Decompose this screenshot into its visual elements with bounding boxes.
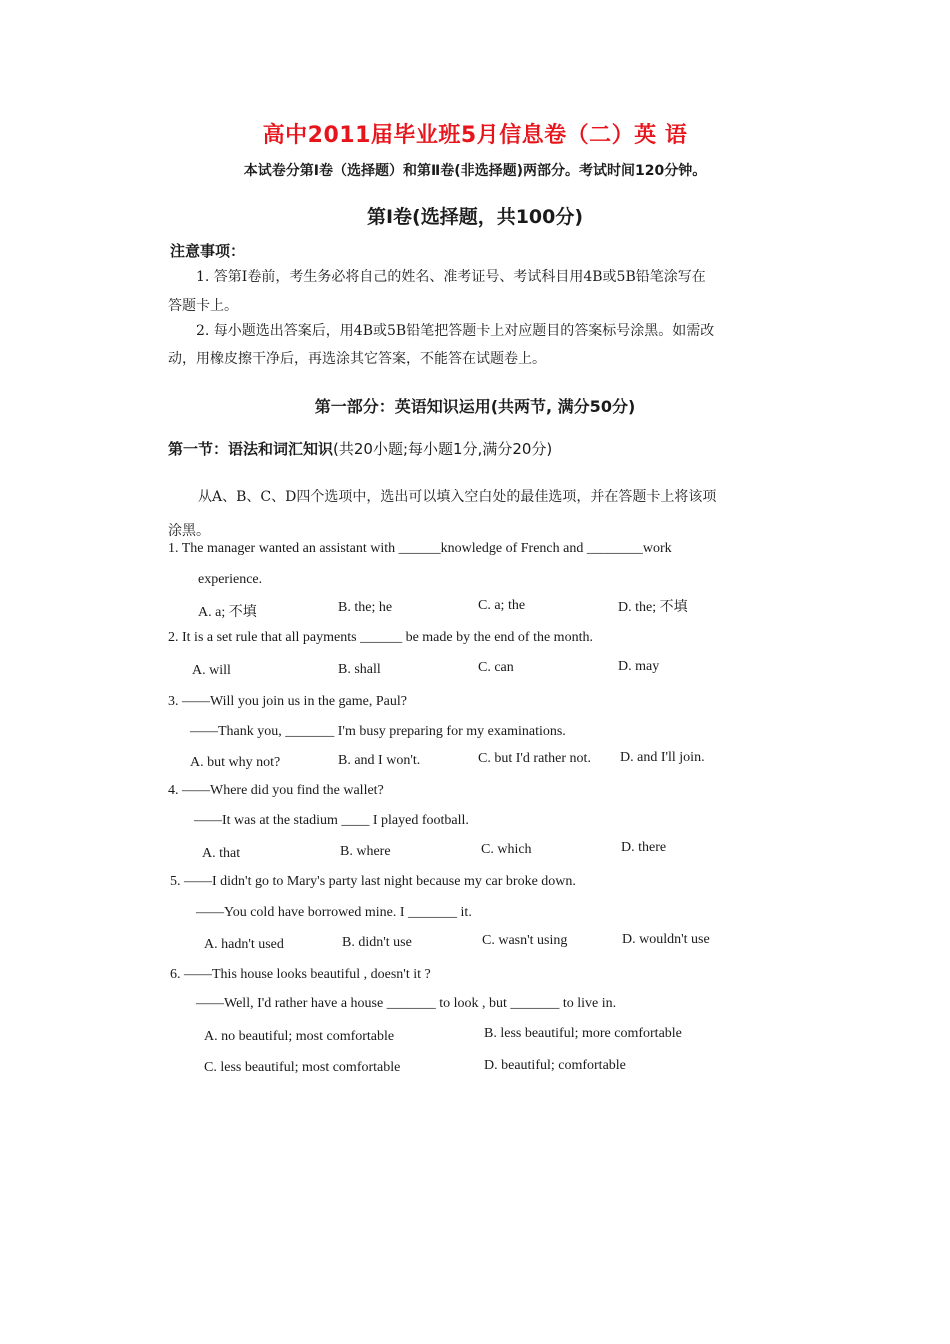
question-1-option-b: B. the; he: [338, 600, 393, 615]
question-5-stem-cont: ——You cold have borrowed mine. I _______ it.: [196, 905, 472, 920]
question-4-stem-cont: ——It was at the stadium ____ I played football.: [194, 813, 469, 828]
question-1-option-c: C. a; the: [478, 598, 526, 613]
note-item-2-line2: 动，用橡皮擦干净后，再选涂其它答案，不能答在试题卷上。: [168, 351, 546, 367]
question-6-option-b: B. less beautiful; more comfortable: [484, 1026, 682, 1041]
question-2-stem: 2. It is a set rule that all payments ______ be made by the end of the month.: [168, 630, 593, 645]
instruction-line1: 从A、B、C、D四个选项中，选出可以填入空白处的最佳选项，并在答题卡上将该项: [198, 489, 717, 505]
question-3-stem-cont: ——Thank you, _______ I'm busy preparing for my examinations.: [190, 724, 566, 739]
question-1-option-d: D. the; 不填: [618, 600, 688, 615]
question-5-option-a: A. hadn't used: [204, 937, 284, 952]
section1-title: 第一部分：英语知识运用(共两节, 满分50分): [314, 397, 636, 416]
question-5-option-d: D. wouldn't use: [622, 932, 710, 947]
question-2-option-b: B. shall: [338, 662, 381, 677]
question-6-option-c: C. less beautiful; most comfortable: [204, 1060, 401, 1075]
subsection1-rest: (共20小题;每小题1分,满分20分): [333, 440, 553, 458]
question-3-option-c: C. but I'd rather not.: [478, 751, 591, 766]
question-3-option-d: D. and I'll join.: [620, 750, 705, 765]
note-item-1-line1: 1. 答第Ⅰ卷前，考生务必将自己的姓名、准考证号、考试科目用4B或5B铅笔涂写在: [196, 269, 706, 285]
question-6-stem-cont: ——Well, I'd rather have a house _______ to look , but _______ to live in.: [196, 996, 617, 1011]
question-5-option-c: C. wasn't using: [482, 933, 568, 948]
question-5-option-b: B. didn't use: [342, 935, 412, 950]
exam-subtitle: 本试卷分第Ⅰ卷（选择题）和第Ⅱ卷(非选择题)两部分。考试时间120分钟。: [243, 163, 707, 179]
question-6-option-a: A. no beautiful; most comfortable: [204, 1029, 395, 1044]
instruction-line2: 涂黑。: [168, 523, 210, 539]
note-item-2-line1: 2. 每小题选出答案后，用4B或5B铅笔把答题卡上对应题目的答案标号涂黑。如需改: [196, 323, 715, 339]
subsection1-title: [168, 438, 552, 459]
question-1-stem-cont: experience.: [198, 572, 263, 587]
exam-title: 高中2011届毕业班5月信息卷（二）英 语: [262, 123, 688, 148]
question-6-option-d: D. beautiful; comfortable: [484, 1058, 626, 1073]
question-4-stem: 4. ——Where did you find the wallet?: [168, 783, 384, 798]
question-1-option-a: A. a; 不填: [198, 605, 257, 620]
subsection1-bold: 第一节：语法和词汇知识: [168, 440, 334, 458]
question-3-option-a: A. but why not?: [190, 755, 281, 770]
question-4-option-b: B. where: [340, 844, 391, 859]
question-5-stem: 5. ——I didn't go to Mary's party last night because my car broke down.: [170, 874, 576, 889]
question-2-option-a: A. will: [192, 663, 231, 678]
question-4-option-c: C. which: [481, 842, 532, 857]
question-6-stem: 6. ——This house looks beautiful , doesn't it ?: [170, 967, 431, 982]
question-2-option-d: D. may: [618, 659, 660, 674]
question-1-stem: 1. The manager wanted an assistant with ______knowledge of French and ________work: [168, 541, 672, 556]
question-4-option-d: D. there: [621, 840, 667, 855]
notes-heading: 注意事项：: [170, 242, 246, 260]
question-3-option-b: B. and I won't.: [338, 753, 421, 768]
question-4-option-a: A. that: [202, 846, 241, 861]
question-2-option-c: C. can: [478, 660, 514, 675]
question-3-stem: 3. ——Will you join us in the game, Paul?: [168, 694, 407, 709]
part1-title: 第Ⅰ卷(选择题，共100分): [366, 206, 584, 228]
note-item-1-line2: 答题卡上。: [168, 298, 238, 314]
